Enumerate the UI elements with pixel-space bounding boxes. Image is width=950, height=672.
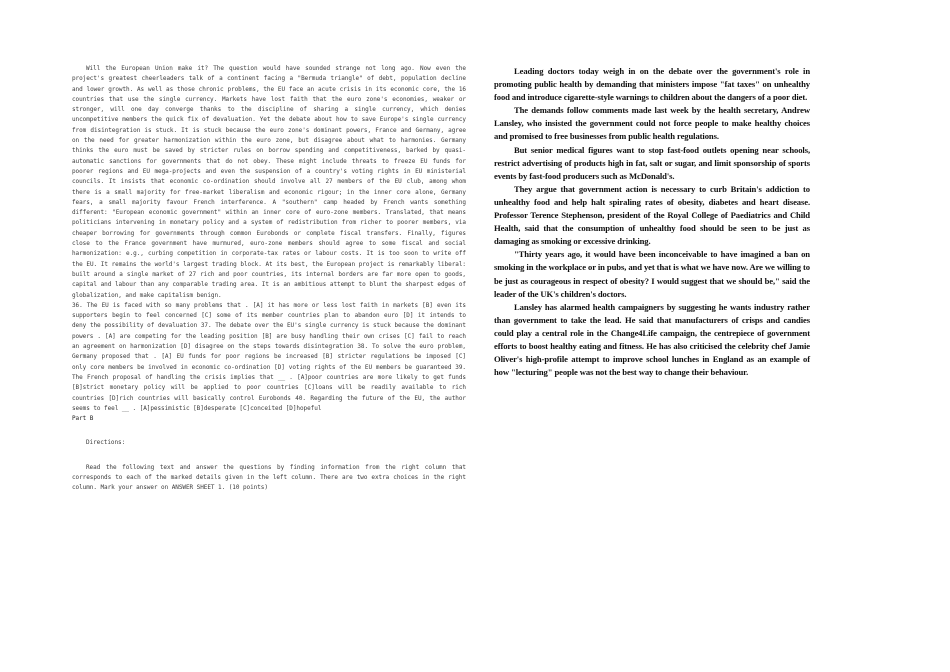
reading-passage: Will the European Union make it? The question would have sounded strange not long ago. Now even the project's greatest cheerleaders talk of a continent facing a "Bermuda triangle" of debt, population decline and lower growth. As well as those chronic problems, the EU face an acute crisis in its economic core, the 16 countries that use the single currency. Markets have lost faith that the euro zone's economies, weaker or stronger, will one day converge thanks to the discipline of sharing a single currency, which denies uncompetitive members the quick fix of devaluation. Yet the debate about how to save Europe's single currency from disintegration is stuck. It is stuck because the euro zone's dominant powers, France and Germany, agree on the need for greater harmonization within the euro zone, but disagree about what to harmonies. Germany thinks the euro must be saved by stricter rules on borrow spending and competitiveness, barked by quasi-automatic sanctions for governments that do not obey. These might include threats to freeze EU funds for poorer regions and EU mega-projects and even the suspension of a country's voting rights in EU ministerial councils. It insists that economic co-ordination should involve all 27 members of the EU club, among whom there is a small majority for free-market liberalism and economic rigour; in the inner core alone, Germany fears, a small majority favour French interference. A "southern" camp headed by French wants something different: "European economic government" within an inner core of euro-zone members. Translated, that means politicians intervening in monetary policy and a system of redistribution from richer to poorer members, via cheaper borrowing for governments through common Eurobonds or complete fiscal transfers. Finally, figures close to the France government have murmured, euro-zone members should agree to some fiscal and social harmonization: e.g., curbing competition in corporate-tax rates or labour costs. It is too soon to write off the EU. It remains the world's largest trading block. At its best, the European project is remarkably liberal: built around a single market of 27 rich and poor countries, its internal borders are far more open to goods, capital and labour than any comparable trading area. It is an ambitious attempt to blunt the sharpest edges of globalization, and make capitalism benign. bbox=[72, 65, 466, 299]
right-column bbox=[494, 65, 810, 379]
right-paragraph: But senior medical figures want to stop fast-food outlets opening near schools, restrict advertising of products high in fat, salt or sugar, and limit sponsorship of sports events by fast-food producers such as McDonald's. bbox=[494, 144, 810, 181]
right-paragraph: Lansley has alarmed health campaigners by suggesting he wants industry rather than government to take the lead. He said that manufacturers of crisps and candies could play a central role in the Change4Life campaign, the centrepiece of government efforts to boost healthy eating and fitness. He has also criticised the celebrity chef Jamie Oliver's high-profile attempt to improve school lunches in England as an example of how "lecturing" people was not the best way to change their behaviour. bbox=[494, 301, 810, 378]
left-column bbox=[72, 64, 466, 494]
directions-heading: Directions: bbox=[86, 439, 126, 447]
right-paragraph: They argue that government action is necessary to curb Britain's addiction to unhealthy food and help halt spiraling rates of obesity, diabetes and heart disease. Professor Terence Stephenson, president of the Royal College of Paediatrics and Child Health, said that the consumption of unhealthy food should be seen to be just as damaging as smoking or excessive drinking. bbox=[494, 183, 810, 247]
part-b-heading: Part B bbox=[72, 415, 94, 423]
right-paragraph: "Thirty years ago, it would have been inconceivable to have imagined a ban on smoking in the workplace or in pubs, and yet that is what we have now. Are we willing to be just as courageous in respect of obesity? I would suggest that we should be," said the leader of the UK's children's doctors. bbox=[494, 249, 810, 299]
right-paragraph: Leading doctors today weigh in on the debate over the government's role in promoting public health by demanding that ministers impose "fat taxes" on unhealthy food and introduce cigarette-style warnings to children about the dangers of a poor diet. bbox=[494, 66, 810, 103]
comprehension-questions: 36. The EU is faced with so many problems that . [A] it has more or less lost faith in markets [B] even its supporters begin to feel concerned [C] some of its member countries plan to abandon euro [D] it intends to deny the possibility of devaluation 37. The debate over the EU's single currency is stuck because the dominant powers . [A] are competing for the leading position [B] are busy handling their own crises [C] fail to reach an agreement on harmonization [D] disagree on the steps towards disintegration 38. To solve the euro problem, Germany proposed that . [A] EU funds for poor regions be increased [B] stricter regulations be imposed [C] only core members be involved in economic co-ordination [D] voting rights of the EU members be guaranteed 39. The French proposal of handling the crisis implies that __ . [A]poor countries are more likely to get funds [B]strict monetary policy will be applied to poor countries [C]loans will be readily available to rich countries [D]rich countries will basically control Eurobonds 40. Regarding the future of the EU, the author seems to feel __ . [A]pessimistic [B]desperate [C]conceited [D]hopeful bbox=[72, 301, 466, 412]
directions-text: Read the following text and answer the questions by finding information from the right column that corresponds to each of the marked details given in the left column. There are two extra choices in the right column. Mark your answer on ANSWER SHEET 1. (10 points) bbox=[72, 463, 466, 492]
right-paragraph: The demands follow comments made last week by the health secretary, Andrew Lansley, who insisted the government could not force people to make healthy choices and promised to free businesses from public health regulations. bbox=[494, 105, 810, 142]
